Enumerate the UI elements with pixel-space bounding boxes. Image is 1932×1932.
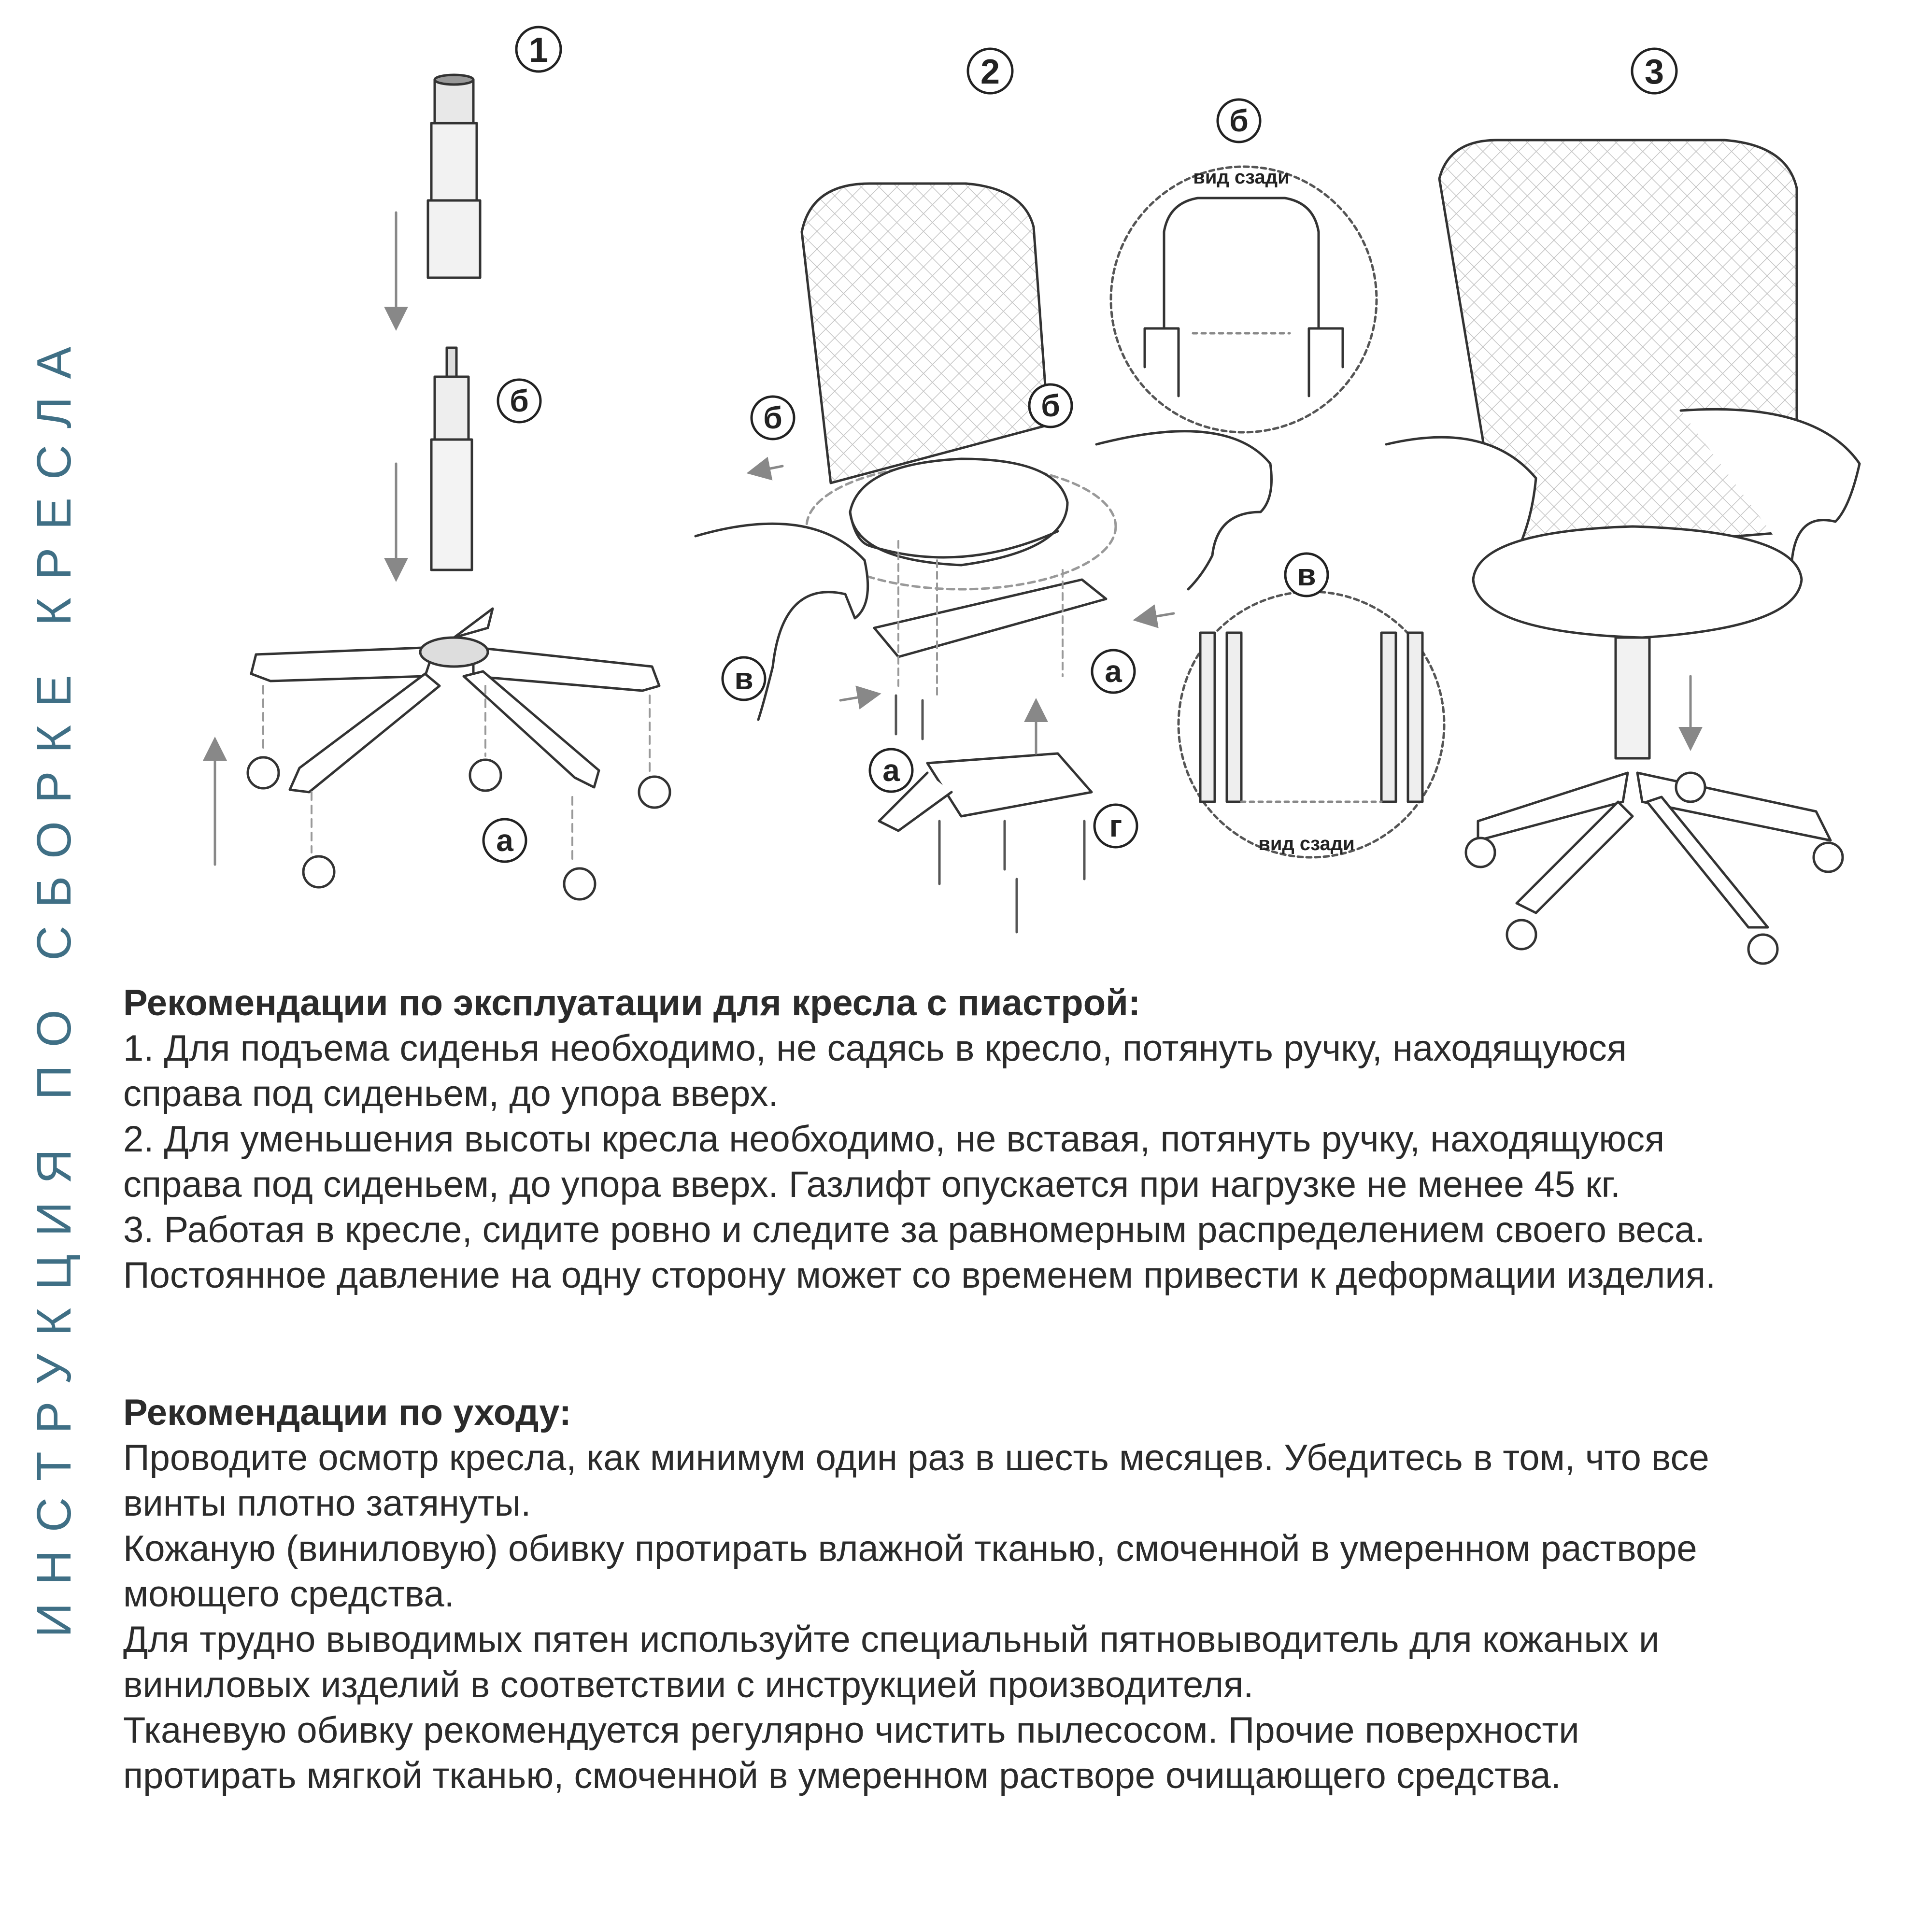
operation-line: справа под сиденьем, до упора вверх. Газлифт опускается при нагрузке не менее 45 кг. (123, 1164, 1621, 1205)
step2-label-a-left: а (882, 753, 900, 788)
detail-v-caption: вид сзади (1258, 833, 1355, 854)
step-3-badge (1632, 49, 1676, 93)
step-2-number: 2 (980, 53, 1000, 91)
care-line: винты плотно затянуты. (123, 1483, 531, 1524)
detail-b (1111, 167, 1377, 432)
detail-b-label: б (1229, 103, 1249, 138)
step1-illustration (215, 75, 670, 899)
detail-b-caption: вид сзади (1193, 167, 1290, 188)
step3-illustration (1386, 140, 1860, 964)
care-line: Тканевую обивку рекомендуется регулярно чистить пылесосом. Прочие поверхности (123, 1710, 1579, 1751)
step2-label-a-right: а (1105, 654, 1122, 689)
gaslift-cover (428, 75, 480, 278)
star-base (251, 609, 659, 792)
care-heading: Рекомендации по уходу: (123, 1392, 571, 1433)
care-line: Кожаную (виниловую) обивку протирать влажной тканью, смоченной в умеренном растворе (123, 1528, 1697, 1569)
care-section (123, 1390, 1910, 1799)
step1-label-a: а (496, 823, 513, 858)
step-1-badge (516, 27, 561, 71)
step-2-badge (968, 49, 1012, 93)
step2-label-g: г (1109, 809, 1122, 843)
detail-v-label: в (1297, 557, 1316, 592)
step1-label-b: б (510, 384, 529, 418)
operation-line: 2. Для уменьшения высоты кресла необходимо, не вставая, потянуть ручку, находящуюся (123, 1119, 1665, 1160)
step2-label-v: в (734, 661, 753, 696)
operation-line: 3. Работая в кресле, сидите ровно и следите за равномерным распределением своего веса. (123, 1209, 1705, 1250)
side-title-text: ИНСТРУКЦИЯ ПО СБОРКЕ КРЕСЛА (27, 328, 82, 1637)
operation-line: 1. Для подъема сиденья необходимо, не садясь в кресло, потянуть ручку, находящуюся (123, 1028, 1627, 1069)
care-line: Проводите осмотр кресла, как минимум один раз в шесть месяцев. Убедитесь в том, что все (123, 1437, 1709, 1478)
step2-label-b-right: б (1041, 388, 1060, 423)
instructions-text (123, 980, 1910, 1799)
gaslift (431, 348, 472, 570)
operation-line: справа под сиденьем, до упора вверх. (123, 1073, 779, 1114)
step-1-number: 1 (528, 31, 549, 70)
care-line: моющего средства. (123, 1574, 455, 1615)
detail-v (1179, 592, 1444, 857)
step-3-number: 3 (1644, 53, 1664, 91)
operation-section (123, 980, 1910, 1298)
step2-label-b-left: б (763, 400, 782, 435)
care-line: виниловых изделий в соответствии с инструкцией производителя. (123, 1664, 1254, 1705)
step2-illustration (696, 167, 1444, 932)
operation-line: Постоянное давление на одну сторону может со временем привести к деформации изделия. (123, 1255, 1716, 1296)
care-line: протирать мягкой тканью, смоченной в умеренном растворе очищающего средства. (123, 1755, 1561, 1796)
operation-heading: Рекомендации по эксплуатации для кресла с пиастрой: (123, 982, 1141, 1023)
care-line: Для трудно выводимых пятен используйте специальный пятновыводитель для кожаных и (123, 1619, 1660, 1660)
